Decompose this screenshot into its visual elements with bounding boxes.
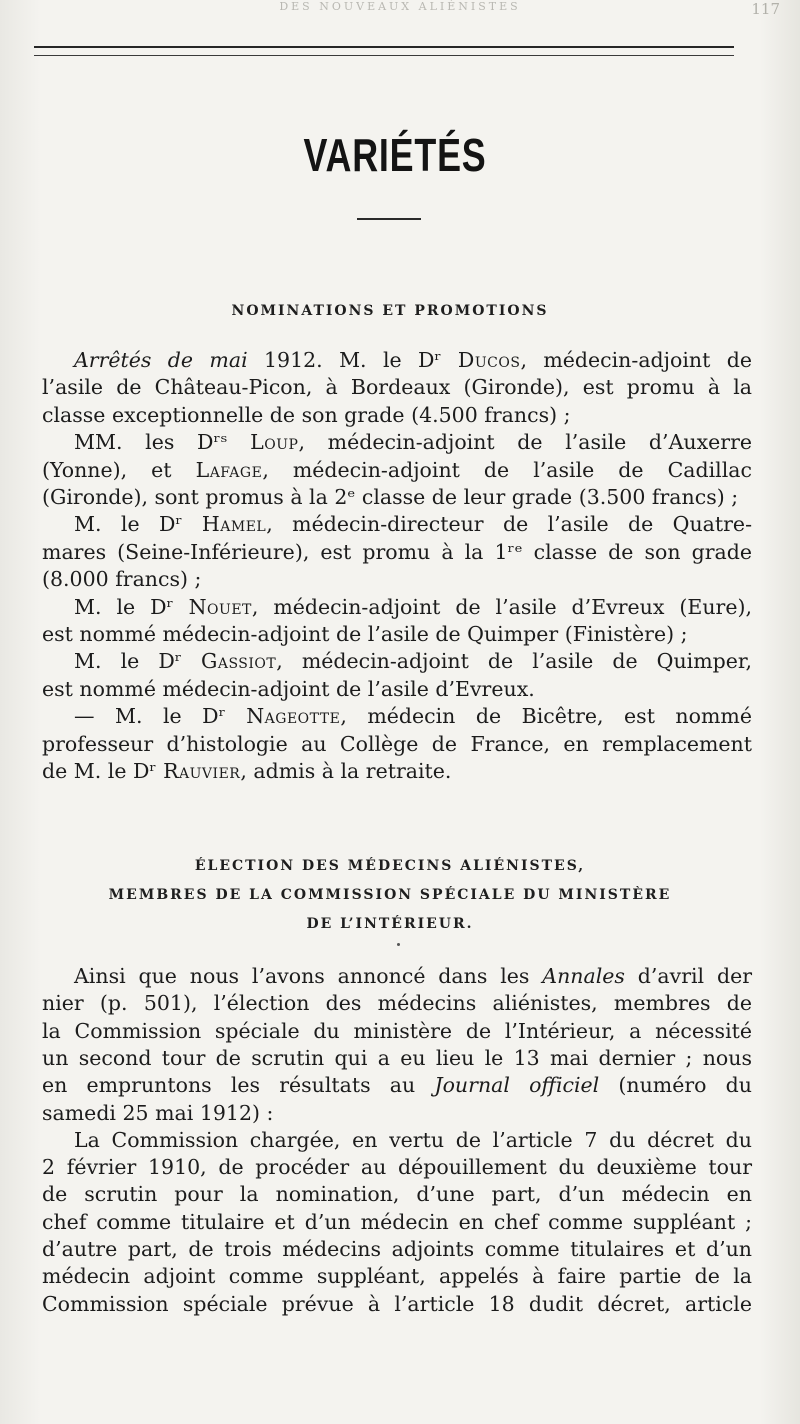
section-heading-election-1: ÉLECTION DES MÉDECINS ALIÉNISTES, — [194, 858, 586, 874]
text-line: en empruntons les résultats au Journal officiel (numéro du — [42, 1073, 752, 1098]
section-heading-election-3: DE L’INTÉRIEUR. — [306, 916, 474, 932]
text-line: la Commission spéciale du ministère de l’Intérieur, a nécessité — [42, 1018, 752, 1043]
italic-text: Annales — [542, 964, 625, 988]
text-line: professeur d’histologie au Collège de France, en remplacement — [42, 731, 752, 756]
text-line: — M. le Dʳ Nageotte, médecin de Bicêtre, est nommé — [74, 704, 752, 729]
ink-speck — [397, 943, 400, 946]
text-line: classe exceptionnelle de son grade (4.500 francs) ; — [42, 402, 571, 427]
text-line: d’autre part, de trois médecins adjoints comme titulaires et d’un — [42, 1237, 752, 1261]
text-line: M. le Dʳ Nouet, médecin-adjoint de l’asile d’Evreux (Eure), — [74, 594, 752, 619]
text-line: samedi 25 mai 1912) : — [42, 1100, 274, 1125]
text-line: (8.000 francs) ; — [42, 567, 202, 592]
section-heading-nominations: NOMINATIONS ET PROMOTIONS — [231, 303, 549, 319]
person-name: Ducos — [457, 348, 521, 372]
person-name: Gassiot — [200, 649, 277, 674]
section-heading-election-2: MEMBRES DE LA COMMISSION SPÉCIALE DU MINISTÈRE — [108, 887, 672, 903]
text-line: M. le Dʳ Hamel, médecin-directeur de l’asile de Quatre- — [74, 512, 752, 537]
text-line: M. le Dʳ Gassiot, médecin-adjoint de l’asile de Quimper, — [74, 649, 752, 674]
text-line: l’asile de Château-Picon, à Bordeaux (Gironde), est promu à la — [42, 375, 752, 400]
title-rule — [357, 218, 421, 220]
text-line: de M. le Dʳ Rauvier, admis à la retraite. — [42, 759, 452, 783]
text-line: (Yonne), et Lafage, médecin-adjoint de l’asile de Cadillac — [42, 457, 752, 482]
text-line: un second tour de scrutin qui a eu lieu le 13 mai dernier ; nous — [42, 1045, 752, 1070]
page-title: VARIÉTÉS — [303, 129, 487, 181]
text-line: Ainsi que nous l’avons annoncé dans les Annales d’avril der — [74, 964, 752, 988]
person-name: Loup — [250, 430, 299, 455]
page-number: 117 — [751, 0, 780, 18]
italic-text: Arrêtés de mai — [74, 348, 248, 372]
text-line: nier (p. 501), l’élection des médecins aliénistes, membres de — [42, 991, 752, 1016]
text-line: chef comme titulaire et d’un médecin en chef comme suppléant ; — [42, 1209, 752, 1234]
text-line: Commission spéciale prévue à l’article 18 dudit décret, article — [42, 1291, 752, 1316]
person-name: Nageotte — [246, 704, 341, 729]
person-name: Hamel — [201, 512, 267, 537]
text-line: est nommé médecin-adjoint de l’asile d’Evreux. — [42, 676, 535, 701]
text-line: Arrêtés de mai 1912. M. le Dʳ Ducos, médecin-adjoint de — [74, 348, 752, 372]
text-line: MM. les Dʳˢ Loup, médecin-adjoint de l’asile d’Auxerre — [74, 430, 753, 455]
text-line: mares (Seine-Inférieure), est promu à la 1ʳᵉ classe de son grade — [42, 539, 752, 564]
header-double-rule — [34, 46, 734, 56]
running-head: DES NOUVEAUX ALIÉNISTES — [279, 0, 521, 13]
person-name: Nouet — [188, 594, 252, 619]
italic-text: Journal officiel — [434, 1073, 600, 1098]
text-line: de scrutin pour la nomination, d’une part, d’un médecin en — [42, 1182, 752, 1207]
person-name: Rauvier — [163, 759, 241, 783]
text-line: est nommé médecin-adjoint de l’asile de Quimper (Finistère) ; — [42, 622, 688, 646]
person-name: Lafage — [195, 457, 263, 482]
text-line: médecin adjoint comme suppléant, appelés à faire partie de la — [42, 1264, 752, 1289]
text-line: La Commission chargée, en vertu de l’article 7 du décret du — [74, 1127, 752, 1152]
text-line: 2 février 1910, de procéder au dépouillement du deuxième tour — [42, 1155, 752, 1180]
text-line: (Gironde), sont promus à la 2ᵉ classe de leur grade (3.500 francs) ; — [42, 485, 739, 509]
